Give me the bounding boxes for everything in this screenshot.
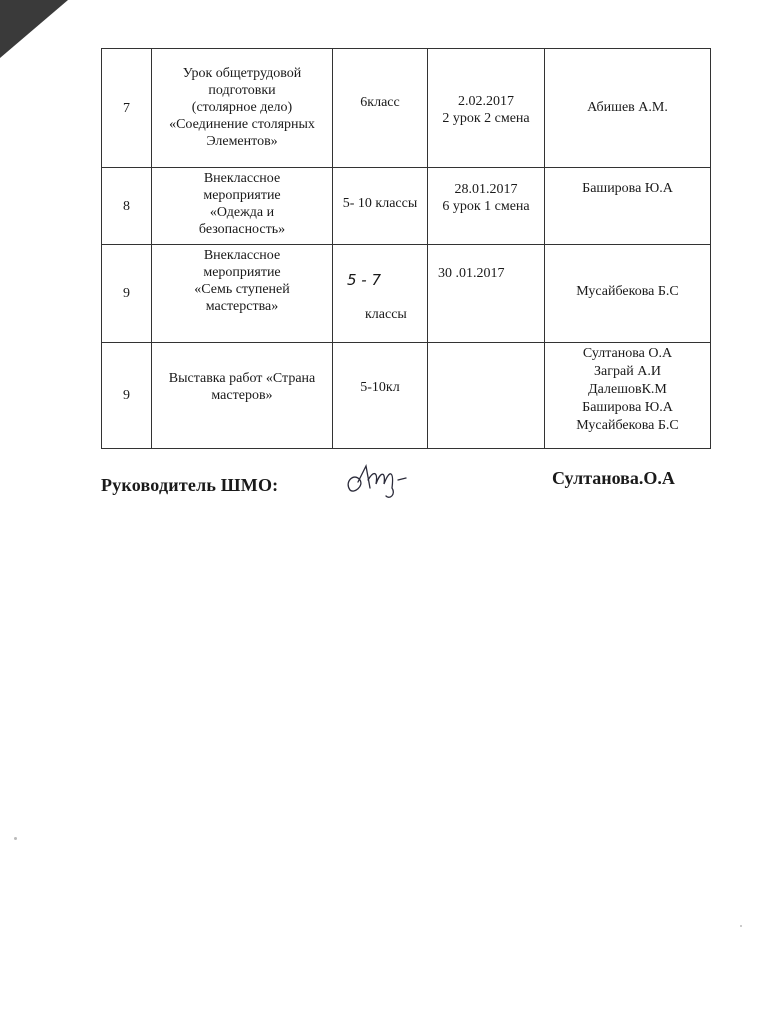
event-date: 30 .01.2017 — [428, 245, 545, 343]
handwritten-grade: 5 - 7 — [347, 271, 382, 289]
row-number: 9 — [102, 245, 152, 343]
head-label: Руководитель ШМО: — [101, 475, 279, 495]
event-grade: классы — [365, 307, 407, 322]
event-date — [428, 343, 545, 449]
scan-corner-shadow — [0, 0, 68, 58]
event-responsible: Султанова О.А Заграй А.И ДалешовК.М Баширова Ю.А Мусайбекова Б.С — [545, 343, 711, 449]
event-responsible: Баширова Ю.А — [545, 168, 711, 245]
table-row — [102, 168, 711, 245]
table-row — [102, 343, 711, 449]
scan-speck — [740, 925, 742, 927]
scan-speck — [14, 837, 17, 840]
event-responsible: Мусайбекова Б.С — [545, 245, 711, 343]
signature — [340, 458, 420, 506]
table-row — [102, 49, 711, 168]
event-date: 2.02.2017 2 урок 2 смена — [428, 49, 545, 168]
event-grade: 5- 10 классы — [333, 168, 428, 245]
row-number: 9 — [102, 343, 152, 449]
head-name: Султанова.О.А — [552, 468, 675, 488]
event-grade-cell — [333, 245, 428, 343]
event-title: Выставка работ «Страна мастеров» — [152, 343, 333, 449]
event-responsible: Абишев А.М. — [545, 49, 711, 168]
event-title: Внеклассное мероприятие «Одежда и безопасность» — [152, 168, 333, 245]
event-title: Внеклассное мероприятие «Семь ступеней мастерства» — [152, 245, 333, 343]
events-table — [101, 48, 711, 449]
event-title: Урок общетрудовой подготовки (столярное дело) «Соединение столярных Элементов» — [152, 49, 333, 168]
event-date: 28.01.2017 6 урок 1 смена — [428, 168, 545, 245]
event-grade: 5-10кл — [333, 343, 428, 449]
table-row — [102, 245, 711, 343]
row-number: 7 — [102, 49, 152, 168]
event-grade: 6класс — [333, 49, 428, 168]
row-number: 8 — [102, 168, 152, 245]
